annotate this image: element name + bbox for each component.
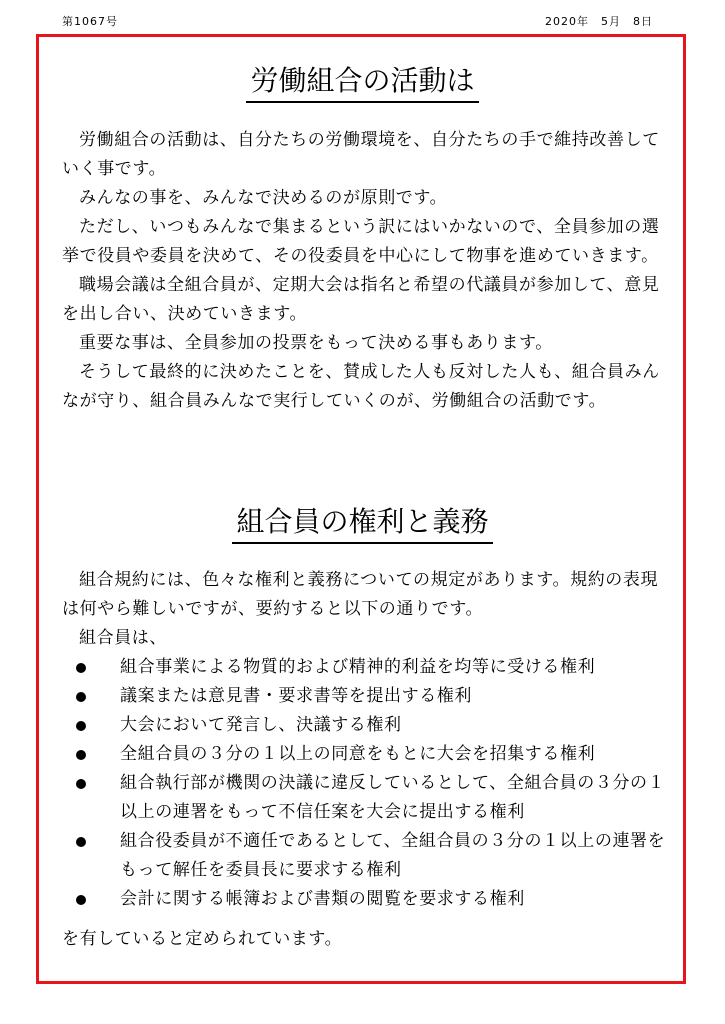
- paragraph: そうして最終的に決めたことを、賛成した人も反対した人も、組合員みんなが守り、組合員みんなで実行していくのが、労働組合の活動です。: [62, 362, 660, 411]
- paragraph: みんなの事を、みんなで決めるのが原則です。: [79, 188, 448, 208]
- issue-date: 2020年 5月 8日: [545, 15, 653, 28]
- activity-body: [62, 126, 672, 416]
- section-title-activity: 労働組合の活動は: [0, 64, 725, 103]
- list-item: 組合執行部が機関の決議に違反しているとして、全組合員の３分の１以上の連署をもって不信任案を大会に提出する権利: [62, 769, 672, 827]
- paragraph: 職場会議は全組合員が、定期大会は指名と希望の代議員が参加して、意見を出し合い、決めていきます。: [62, 275, 660, 324]
- paragraph: 労働組合の活動は、自分たちの労働環境を、自分たちの手で維持改善していく事です。: [62, 130, 660, 179]
- list-item: 組合事業による物質的および精神的利益を均等に受ける権利: [62, 653, 672, 682]
- paragraph: ただし、いつもみんなで集まるという訳にはいかないので、全員参加の選挙で役員や委員を決めて、その役委員を中心にして物事を進めていきます。: [62, 217, 660, 266]
- list-item: 議案または意見書・要求書等を提出する権利: [62, 682, 672, 711]
- rights-intro: [62, 566, 672, 653]
- list-item: 組合役委員が不適任であるとして、全組合員の３分の１以上の連署をもって解任を委員長に要求する権利: [62, 827, 672, 885]
- paragraph: 組合員は、: [79, 628, 167, 648]
- list-item: 会計に関する帳簿および書類の閲覧を要求する権利: [62, 885, 672, 914]
- rights-list: [62, 653, 672, 914]
- closing-text: を有していると定められています。: [62, 929, 343, 949]
- paragraph: 組合規約には、色々な権利と義務についての規定があります。規約の表現は何やら難しいですが、要約すると以下の通りです。: [62, 570, 659, 619]
- list-item: 大会において発言し、決議する権利: [62, 711, 672, 740]
- issue-number: 第1067号: [62, 15, 118, 28]
- list-item: 全組合員の３分の１以上の同意をもとに大会を招集する権利: [62, 740, 672, 769]
- paragraph: 重要な事は、全員参加の投票をもって決める事もあります。: [79, 333, 553, 353]
- section-title-rights: 組合員の権利と義務: [0, 505, 725, 544]
